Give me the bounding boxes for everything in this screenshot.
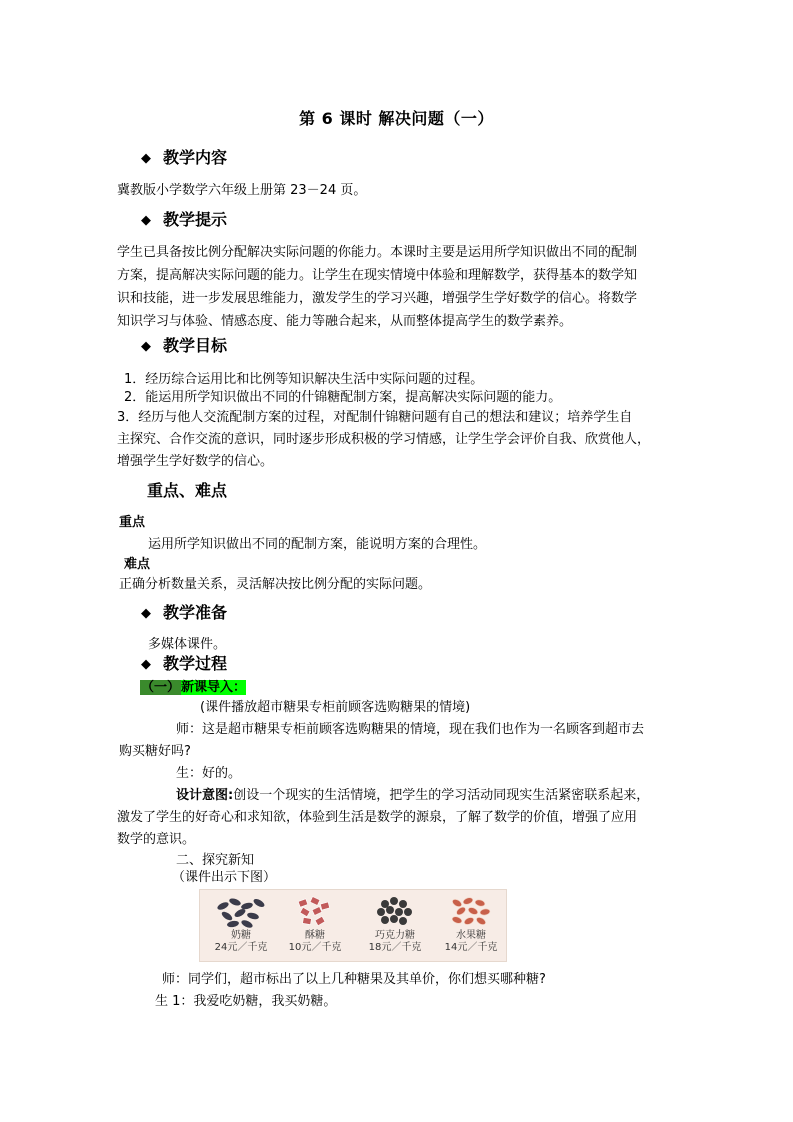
goal-line-4: 主探究、合作交流的意识，同时逐步形成积极的学习情感，让学生学会评价自我、欣赏他人， — [117, 432, 651, 447]
heading-prep — [141, 602, 227, 624]
page-title: 第 6 课时 解决问题（一） — [299, 109, 494, 128]
candy-item-crisp — [280, 894, 350, 960]
step1-title: 新课导入： — [181, 680, 247, 695]
chocolate-candy-icon — [367, 894, 423, 930]
heading-goals — [141, 335, 227, 357]
hint-line-2: 方案，提高解决实际问题的能力。让学生在现实情境中体验和理解数学，获得基本的数学知 — [117, 268, 638, 283]
goal-line-3: 3．经历与他人交流配制方案的过程，对配制什锦糖问题有自己的想法和建议；培养学生自 — [117, 410, 633, 425]
diamond-bullet-icon: ◆ — [141, 606, 151, 621]
goal-line-1: 1．经历综合运用比和比例等知识解决生活中实际问题的过程。 — [124, 372, 484, 387]
prep-text: 多媒体课件。 — [148, 637, 227, 652]
step1-number: （一） — [141, 680, 181, 695]
candy-name: 巧克力糖 — [375, 930, 415, 941]
heading-keypoints: 重点、难点 — [147, 481, 228, 500]
heading-text: 教学过程 — [163, 654, 228, 673]
process-line-1: (课件播放超市糖果专柜前顾客选购糖果的情境) — [200, 700, 471, 715]
heading-text: 教学提示 — [163, 210, 228, 229]
crisp-candy-icon — [287, 894, 343, 930]
design-text: 创设一个现实的生活情境，把学生的学习活动同现实生活紧密联系起来， — [233, 788, 650, 803]
fruit-candy-icon — [443, 894, 499, 930]
diamond-bullet-icon: ◆ — [141, 213, 151, 228]
candy-item-milk — [206, 894, 276, 960]
candy-name: 酥糖 — [305, 930, 325, 941]
candy-price: 18元／千克 — [368, 942, 422, 953]
key-text: 运用所学知识做出不同的配制方案，能说明方案的合理性。 — [148, 537, 487, 552]
key-label: 重点 — [119, 515, 146, 530]
design-label: 设计意图: — [176, 788, 234, 803]
heading-text: 教学内容 — [163, 148, 228, 167]
diamond-bullet-icon: ◆ — [141, 339, 151, 354]
process-line-3: 购买糖好吗? — [119, 744, 191, 759]
goal-line-2: 2．能运用所学知识做出不同的什锦糖配制方案，提高解决实际问题的能力。 — [124, 390, 562, 405]
diamond-bullet-icon: ◆ — [141, 151, 151, 166]
candy-item-fruit — [436, 894, 506, 960]
heading-hint — [141, 209, 227, 231]
heading-content — [141, 147, 227, 169]
heading-text: 教学目标 — [163, 336, 228, 355]
design-line-1 — [176, 784, 736, 807]
process-line-4: 生：好的。 — [176, 766, 242, 781]
step2-note: （课件出示下图） — [172, 870, 277, 885]
process-line-2: 师：这是超市糖果专柜前顾客选购糖果的情境，现在我们也作为一名顾客到超市去 — [176, 722, 645, 737]
candy-price: 14元／千克 — [444, 942, 498, 953]
candy-price: 24元／千克 — [214, 942, 268, 953]
candy-name: 水果糖 — [456, 930, 486, 941]
design-line-2: 激发了学生的好奇心和求知欲，体验到生活是数学的源泉，了解了数学的价值，增强了应用 — [117, 810, 638, 825]
after-line-2: 生 1：我爱吃奶糖，我买奶糖。 — [155, 994, 337, 1009]
difficulty-label: 难点 — [124, 557, 151, 572]
hint-line-1: 学生已具备按比例分配解决实际问题的你能力。本课时主要是运用所学知识做出不同的配制 — [117, 245, 638, 260]
goal-line-5: 增强学生学好数学的信心。 — [117, 454, 274, 469]
after-line-1: 师：同学们，超市标出了以上几种糖果及其单价，你们想买哪种糖? — [162, 972, 546, 987]
step2-heading: 二、探究新知 — [176, 853, 255, 868]
difficulty-text: 正确分析数量关系，灵活解决按比例分配的实际问题。 — [119, 577, 432, 592]
hint-line-4: 知识学习与体验、情感态度、能力等融合起来，从而整体提高学生的数学素养。 — [117, 314, 573, 329]
candy-price: 10元／千克 — [288, 942, 342, 953]
content-text: 冀教版小学数学六年级上册第 23－24 页。 — [117, 183, 367, 198]
candy-item-chocolate — [360, 894, 430, 960]
design-line-3: 数学的意识。 — [117, 832, 196, 847]
candy-price-image — [199, 889, 507, 962]
milk-candy-icon — [213, 894, 269, 930]
diamond-bullet-icon: ◆ — [141, 657, 151, 672]
heading-text: 教学准备 — [163, 603, 228, 622]
candy-name: 奶糖 — [231, 930, 251, 941]
hint-line-3: 识和技能，进一步发展思维能力，激发学生的学习兴趣，增强学生学好数学的信心。将数学 — [117, 291, 638, 306]
heading-process — [141, 653, 227, 675]
